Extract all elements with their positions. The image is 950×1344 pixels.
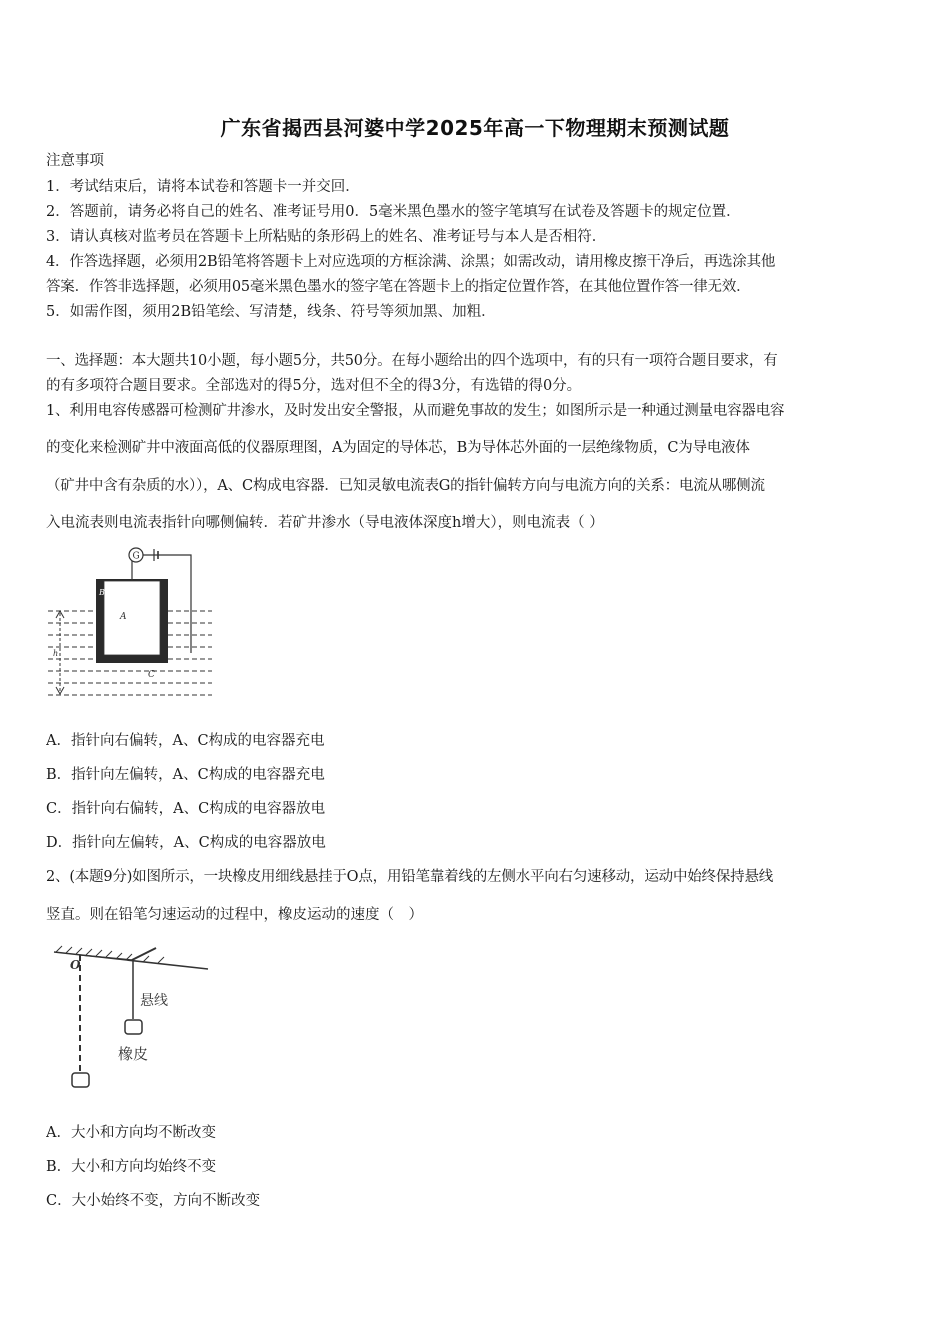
eraser-thread-figure bbox=[48, 943, 213, 1093]
label-c: C bbox=[148, 670, 155, 680]
question-2-option: A．大小和方向均不断改变 bbox=[46, 1125, 216, 1141]
question-2-stem: 竖直。则在铅笔匀速运动的过程中，橡皮运动的速度（ ） bbox=[46, 907, 423, 923]
notice-item: 4．作答选择题，必须用2B铅笔将答题卡上对应选项的方框涂满、涂黑；如需改动，请用橡皮擦干净后，再选涂其他 bbox=[46, 254, 776, 270]
label-b: B bbox=[99, 588, 105, 597]
question-1-stem: 入电流表则电流表指针向哪侧偏转．若矿井渗水（导电液体深度h增大），则电流表（ ） bbox=[46, 515, 604, 531]
question-1-stem: 1、利用电容传感器可检测矿井渗水，及时发出安全警报，从而避免事故的发生；如图所示是一种通过测量电容器电容 bbox=[46, 403, 785, 419]
notice-item: 答案．作答非选择题，必须用05毫米黑色墨水的签字笔在答题卡上的指定位置作答，在其他位置作答一律无效． bbox=[46, 279, 751, 295]
galvanometer-label: G bbox=[132, 551, 140, 562]
question-2-option: B．大小和方向均始终不变 bbox=[46, 1159, 217, 1175]
notice-item: 5．如需作图，须用2B铅笔绘、写清楚，线条、符号等须加黑、加粗． bbox=[46, 304, 496, 320]
section-instruction: 的有多项符合题目要求。全部选对的得5分，选对但不全的得3分，有选错的得0分。 bbox=[46, 378, 582, 394]
question-1-stem: 的变化来检测矿井中液面高低的仪器原理图，A为固定的导体芯，B为导体芯外面的一层绝缘物质，C为导电液体 bbox=[46, 440, 750, 456]
capacitor-sensor-figure bbox=[44, 543, 216, 703]
label-h: h bbox=[53, 649, 59, 658]
notice-item: 1．考试结束后，请将本试卷和答题卡一并交回． bbox=[46, 179, 360, 195]
notice-item: 2．答题前，请务必将自己的姓名、准考证号用0．5毫米黑色墨水的签字笔填写在试卷及答题卡的规定位置． bbox=[46, 204, 741, 220]
label-eraser: 橡皮 bbox=[118, 1045, 149, 1063]
question-1-stem: （矿井中含有杂质的水）），A、C构成电容器．已知灵敏电流表G的指针偏转方向与电流方向的关系：电流从哪侧流 bbox=[46, 478, 765, 494]
page-title: 广东省揭西县河婆中学2025年高一下物理期末预测试题 bbox=[220, 116, 730, 140]
question-1-option: C．指针向右偏转，A、C构成的电容器放电 bbox=[46, 801, 326, 817]
section-instruction: 一、选择题：本大题共10小题，每小题5分，共50分。在每小题给出的四个选项中，有的只有一项符合题目要求，有 bbox=[46, 353, 778, 369]
notice-heading: 注意事项 bbox=[46, 153, 104, 169]
question-2-stem: 2、(本题9分)如图所示，一块橡皮用细线悬挂于O点，用铅笔靠着线的左侧水平向右匀速移动，运动中始终保持悬线 bbox=[46, 869, 774, 885]
question-1-option: D．指针向左偏转，A、C构成的电容器放电 bbox=[46, 835, 326, 851]
label-thread: 悬线 bbox=[140, 993, 168, 1009]
question-1-option: A．指针向右偏转，A、C构成的电容器充电 bbox=[46, 733, 325, 749]
label-a: A bbox=[120, 612, 127, 622]
notice-item: 3．请认真核对监考员在答题卡上所粘贴的条形码上的姓名、准考证号与本人是否相符． bbox=[46, 229, 607, 245]
question-2-option: C．大小始终不变，方向不断改变 bbox=[46, 1193, 261, 1209]
question-1-option: B．指针向左偏转，A、C构成的电容器充电 bbox=[46, 767, 325, 783]
label-o: O bbox=[70, 958, 81, 972]
